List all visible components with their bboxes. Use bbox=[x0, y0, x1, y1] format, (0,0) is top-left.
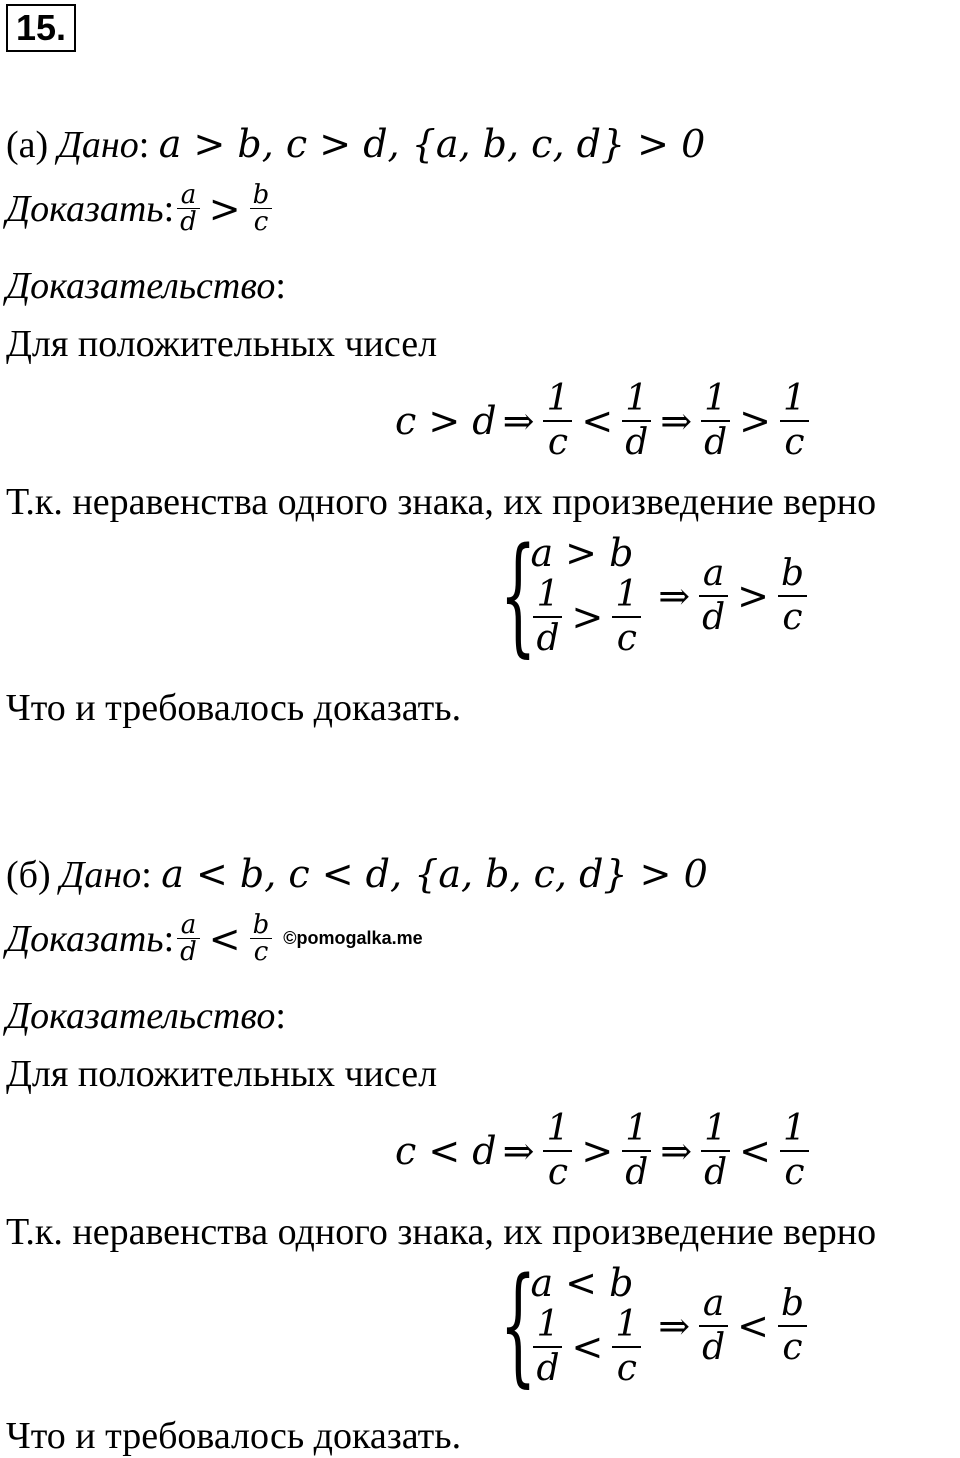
fraction-numerator: b bbox=[778, 553, 807, 597]
fraction-denominator: c bbox=[784, 422, 805, 463]
part-b-label: (б) bbox=[6, 854, 51, 896]
fraction-numerator: 1 bbox=[543, 378, 572, 422]
part-b-conclusion: Что и требовалось доказать. bbox=[6, 1415, 462, 1457]
fraction-numerator: b bbox=[250, 182, 273, 209]
part-a-prove-fraction-right bbox=[250, 182, 273, 235]
chain-operator: > bbox=[581, 1129, 614, 1173]
fraction-numerator: a bbox=[177, 182, 200, 209]
watermark: ©pomogalka.me bbox=[283, 928, 423, 948]
fraction-numerator: 1 bbox=[543, 1108, 572, 1152]
fraction-numerator: 1 bbox=[701, 1108, 730, 1152]
fraction-denominator: c bbox=[784, 1152, 805, 1193]
result-fraction bbox=[699, 1283, 728, 1369]
system-fraction bbox=[533, 574, 562, 660]
part-a-line2: Т.к. неравенства одного знака, их произведение верно bbox=[6, 481, 877, 523]
fraction-denominator: d bbox=[536, 1348, 560, 1389]
result-operator: > bbox=[737, 574, 769, 618]
fraction-denominator: c bbox=[253, 207, 269, 237]
part-a-given: (а) Дано: a > b, c > d, {a, b, c, d} > 0 bbox=[6, 122, 706, 166]
part-a-system bbox=[455, 521, 810, 670]
part-b-chain bbox=[395, 1108, 812, 1194]
implies-arrow: ⇒ bbox=[658, 574, 691, 618]
fraction-denominator: d bbox=[625, 422, 649, 463]
fraction-numerator: b bbox=[250, 912, 273, 939]
system-operator: < bbox=[571, 1325, 604, 1369]
part-a-chain bbox=[395, 378, 812, 464]
part-b-proof-heading: Доказательство: bbox=[6, 995, 286, 1037]
part-a-conclusion: Что и требовалось доказать. bbox=[6, 687, 462, 729]
chain-operator: < bbox=[739, 1129, 771, 1173]
fraction-denominator: d bbox=[625, 1152, 649, 1193]
system-second-line bbox=[530, 1304, 644, 1390]
fraction-numerator: 1 bbox=[701, 378, 730, 422]
fraction-denominator: d bbox=[536, 618, 560, 659]
part-a-proof-heading: Доказательство: bbox=[6, 265, 286, 307]
part-a-label: (а) bbox=[6, 124, 49, 166]
part-b-proof-word: Доказательство bbox=[6, 995, 276, 1037]
part-b-given-expr: a < b, c < d, {a, b, c, d} > 0 bbox=[161, 852, 708, 896]
system-brace-icon: { bbox=[499, 521, 537, 670]
part-b-system bbox=[455, 1251, 810, 1400]
system-fraction bbox=[612, 574, 641, 660]
system-fraction bbox=[612, 1304, 641, 1390]
implies-arrow: ⇒ bbox=[658, 1304, 691, 1348]
fraction-denominator: d bbox=[180, 937, 197, 967]
chain-operator: < bbox=[581, 399, 614, 443]
task-number: 15. bbox=[6, 4, 76, 52]
result-fraction bbox=[778, 553, 807, 639]
result-fraction bbox=[778, 1283, 807, 1369]
fraction-denominator: d bbox=[702, 597, 726, 638]
part-b-line2: Т.к. неравенства одного знака, их произведение верно bbox=[6, 1211, 877, 1253]
part-b-chain-lhs: c < d bbox=[395, 1129, 497, 1173]
fraction-denominator: d bbox=[704, 422, 728, 463]
part-a-prove-word: Доказать bbox=[6, 187, 164, 230]
system-first-line: a > b bbox=[530, 531, 634, 575]
system-lines bbox=[530, 1262, 644, 1390]
system-operator: > bbox=[571, 595, 604, 639]
chain-fraction bbox=[543, 1108, 572, 1194]
chain-fraction bbox=[622, 1108, 651, 1194]
chain-fraction bbox=[780, 1108, 809, 1194]
part-a-chain-lhs: c > d bbox=[395, 399, 497, 443]
fraction-denominator: c bbox=[547, 422, 568, 463]
implies-arrow: ⇒ bbox=[502, 1129, 535, 1173]
result-fraction bbox=[699, 553, 728, 639]
part-a-prove-fraction-left bbox=[177, 182, 200, 235]
part-a-line1: Для положительных чисел bbox=[6, 323, 438, 365]
part-a-proof-word: Доказательство bbox=[6, 265, 276, 307]
fraction-numerator: 1 bbox=[533, 1304, 562, 1348]
chain-operator: > bbox=[739, 399, 771, 443]
implies-arrow: ⇒ bbox=[502, 399, 535, 443]
part-b-prove-fraction-left bbox=[177, 912, 200, 965]
fraction-denominator: c bbox=[782, 597, 803, 638]
result-operator: < bbox=[737, 1304, 769, 1348]
fraction-denominator: c bbox=[616, 618, 637, 659]
fraction-numerator: 1 bbox=[780, 378, 809, 422]
part-a-given-expr: a > b, c > d, {a, b, c, d} > 0 bbox=[158, 122, 706, 166]
chain-fraction bbox=[543, 378, 572, 464]
part-b-given-word: Дано bbox=[60, 854, 142, 896]
fraction-denominator: d bbox=[702, 1327, 726, 1368]
chain-fraction bbox=[780, 378, 809, 464]
part-a-prove: Доказать : $\frac{a}{d}$ > $\frac{b}{c}$ bbox=[6, 182, 275, 235]
fraction-numerator: 1 bbox=[622, 1108, 651, 1152]
part-b-line1: Для положительных чисел bbox=[6, 1053, 438, 1095]
fraction-numerator: 1 bbox=[612, 1304, 641, 1348]
implies-arrow: ⇒ bbox=[660, 399, 693, 443]
chain-fraction bbox=[701, 1108, 730, 1194]
part-a-given-word: Дано bbox=[57, 124, 139, 166]
chain-fraction bbox=[701, 378, 730, 464]
fraction-denominator: c bbox=[782, 1327, 803, 1368]
part-b-prove-operator: < bbox=[208, 916, 241, 961]
fraction-numerator: 1 bbox=[622, 378, 651, 422]
system-fraction bbox=[533, 1304, 562, 1390]
fraction-numerator: a bbox=[177, 912, 200, 939]
fraction-denominator: c bbox=[616, 1348, 637, 1389]
fraction-denominator: d bbox=[180, 207, 197, 237]
fraction-numerator: a bbox=[699, 1283, 728, 1327]
part-b-given: (б) Дано: a < b, c < d, {a, b, c, d} > 0 bbox=[6, 852, 708, 896]
system-lines bbox=[530, 532, 644, 660]
fraction-denominator: c bbox=[253, 937, 269, 967]
fraction-denominator: d bbox=[704, 1152, 728, 1193]
part-b-prove: Доказать : $\frac{a}{d}$ < $\frac{b}{c}$ ©pomogalka.me bbox=[6, 910, 423, 967]
part-b-prove-fraction-right bbox=[250, 912, 273, 965]
chain-fraction bbox=[622, 378, 651, 464]
fraction-numerator: b bbox=[778, 1283, 807, 1327]
system-brace-icon: { bbox=[499, 1251, 537, 1400]
implies-arrow: ⇒ bbox=[660, 1129, 693, 1173]
fraction-numerator: 1 bbox=[612, 574, 641, 618]
fraction-numerator: 1 bbox=[533, 574, 562, 618]
system-second-line bbox=[530, 574, 644, 660]
fraction-denominator: c bbox=[547, 1152, 568, 1193]
part-a-prove-operator: > bbox=[208, 186, 241, 231]
part-b-prove-word: Доказать bbox=[6, 917, 164, 960]
fraction-numerator: a bbox=[699, 553, 728, 597]
system-first-line: a < b bbox=[530, 1261, 634, 1305]
fraction-numerator: 1 bbox=[780, 1108, 809, 1152]
